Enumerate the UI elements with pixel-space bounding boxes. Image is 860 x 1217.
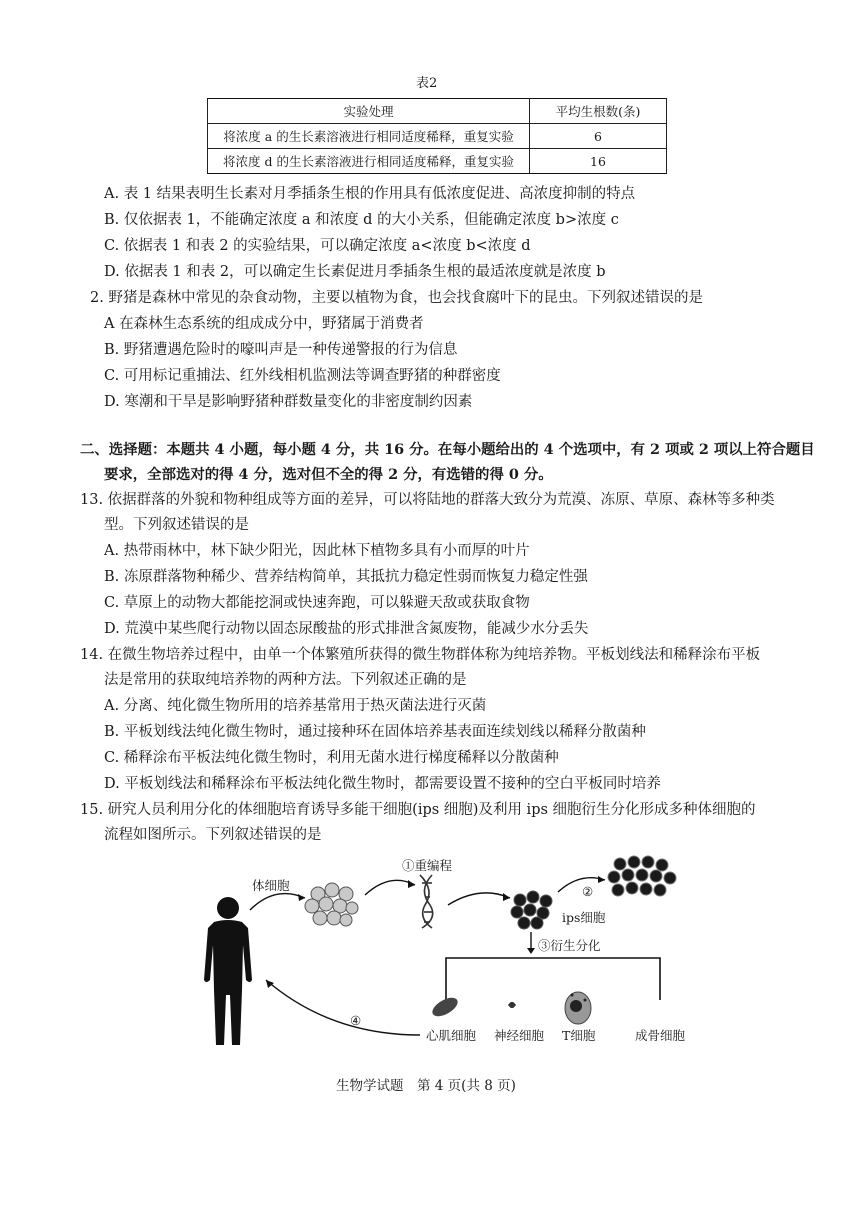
arrow-to-reprogramming (365, 880, 415, 895)
table-row (208, 149, 667, 174)
q14-option-b: B. 平板划线法纯化微生物时，通过接种环在固体培养基表面连续划线以稀释分散菌种 (104, 724, 646, 740)
label-ips: ips细胞 (562, 910, 606, 925)
ips-colony-icon (608, 856, 676, 896)
q12-option-d: D. 寒潮和干旱是影响野猪种群数量变化的非密度制约因素 (104, 394, 473, 410)
somatic-cells-icon (305, 883, 358, 926)
label-reprogramming: ①重编程 (402, 858, 453, 873)
neuron-icon (508, 1003, 516, 1008)
q13-option-a: A. 热带雨林中，林下缺少阳光，因此林下植物多具有小而厚的叶片 (104, 543, 530, 559)
arrowhead (266, 980, 274, 988)
table-caption: 表2 (416, 76, 438, 91)
arrowhead (598, 876, 605, 883)
bracket (446, 958, 660, 1000)
q14-stem-cont: 法是常用的获取纯培养物的两种方法。下列叙述正确的是 (104, 672, 467, 688)
section-heading: 二、选择题：本题共 4 小题，每小题 4 分，共 16 分。在每小题给出的 4 个选项中，有 2 项或 2 项以上符合题目 (80, 441, 815, 458)
label-differentiation: ③衍生分化 (538, 938, 601, 953)
q13-option-b: B. 冻原群落物种稀少、营养结构简单，其抵抗力稳定性弱而恢复力稳定性强 (104, 569, 588, 585)
table-2 (207, 98, 667, 174)
arrowhead (527, 948, 535, 954)
table-cell: 将浓度 a 的生长素溶液进行相同适度稀释，重复实验 (208, 124, 530, 149)
arrow-to-ips (448, 893, 510, 905)
q11-option-b: B. 仅依据表 1，不能确定浓度 a 和浓度 d 的大小关系，但能确定浓度 b>浓度 c (104, 212, 619, 228)
q14-option-a: A. 分离、纯化微生物所用的培养基常用于热灭菌法进行灭菌 (104, 698, 487, 714)
q14-stem: 14. 在微生物培养过程中，由单一个体繁殖所获得的微生物群体称为纯培养物。平板划线法和稀释涂布平板 (80, 647, 761, 663)
label-somatic: 体细胞 (252, 878, 290, 893)
q13-option-d: D. 荒漠中某些爬行动物以固态尿酸盐的形式排泄含氮废物，能减少水分丢失 (104, 621, 589, 637)
table-cell: 16 (530, 149, 667, 174)
q12-option-c: C. 可用标记重捕法、红外线相机监测法等调查野猪的种群密度 (104, 368, 501, 384)
label-cardiomyocyte: 心肌细胞 (426, 1028, 477, 1043)
label-neuron: 神经细胞 (494, 1028, 545, 1043)
arrow-to-somatic (250, 894, 305, 910)
human-body-icon (204, 897, 252, 1045)
cardiomyocyte-icon (429, 994, 460, 1020)
label-t-cell: T细胞 (562, 1028, 596, 1043)
q13-stem-cont: 型。下列叙述错误的是 (104, 517, 249, 533)
table-cell: 将浓度 d 的生长素溶液进行相同适度稀释，重复实验 (208, 149, 530, 174)
label-step2: ② (582, 884, 594, 899)
q14-option-d: D. 平板划线法和稀释涂布平板法纯化微生物时，都需要设置不接种的空白平板同时培养 (104, 776, 661, 792)
t-cell-icon (565, 992, 591, 1024)
arrow-return (266, 980, 420, 1035)
dna-icon (420, 875, 433, 928)
ips-flow-figure (190, 850, 710, 1060)
q11-option-d: D. 依据表 1 和表 2，可以确定生长素促进月季插条生根的最适浓度就是浓度 b (104, 264, 606, 280)
table-cell: 6 (530, 124, 667, 149)
table-header-cell: 平均生根数(条) (530, 99, 667, 124)
label-osteoblast: 成骨细胞 (635, 1028, 686, 1043)
table-row (208, 124, 667, 149)
q11-option-a: A. 表 1 结果表明生长素对月季插条生根的作用具有低浓度促进、高浓度抑制的特点 (104, 186, 636, 202)
q12-option-a: A 在森林生态系统的组成成分中，野猪属于消费者 (104, 316, 424, 332)
table-header-row (208, 99, 667, 124)
q15-stem-cont: 流程如图所示。下列叙述错误的是 (104, 827, 322, 843)
q14-option-c: C. 稀释涂布平板法纯化微生物时，利用无菌水进行梯度稀释以分散菌种 (104, 750, 559, 766)
q15-stem: 15. 研究人员利用分化的体细胞培育诱导多能干细胞(ips 细胞)及利用 ips 细胞衍生分化形成多种体细胞的 (80, 802, 756, 818)
q11-option-c: C. 依据表 1 和表 2 的实验结果，可以确定浓度 a<浓度 b<浓度 d (104, 238, 531, 254)
label-step4: ④ (350, 1013, 362, 1028)
table-header-cell: 实验处理 (208, 99, 530, 124)
section-heading-cont: 要求，全部选对的得 4 分，选对但不全的得 2 分，有选错的得 0 分。 (104, 466, 553, 483)
q13-stem: 13. 依据群落的外貌和物种组成等方面的差异，可以将陆地的群落大致分为荒漠、冻原、草原、森林等多种类 (80, 492, 775, 508)
q12-option-b: B. 野猪遭遇危险时的嚎叫声是一种传递警报的行为信息 (104, 342, 458, 358)
q12-stem: 2. 野猪是森林中常见的杂食动物，主要以植物为食，也会找食腐叶下的昆虫。下列叙述错误的是 (90, 290, 703, 306)
q13-option-c: C. 草原上的动物大都能挖洞或快速奔跑，可以躲避天敌或获取食物 (104, 595, 530, 611)
ips-cells-icon (511, 891, 552, 929)
arrowhead (298, 894, 305, 901)
page-footer: 生物学试题 第 4 页(共 8 页) (336, 1078, 516, 1094)
